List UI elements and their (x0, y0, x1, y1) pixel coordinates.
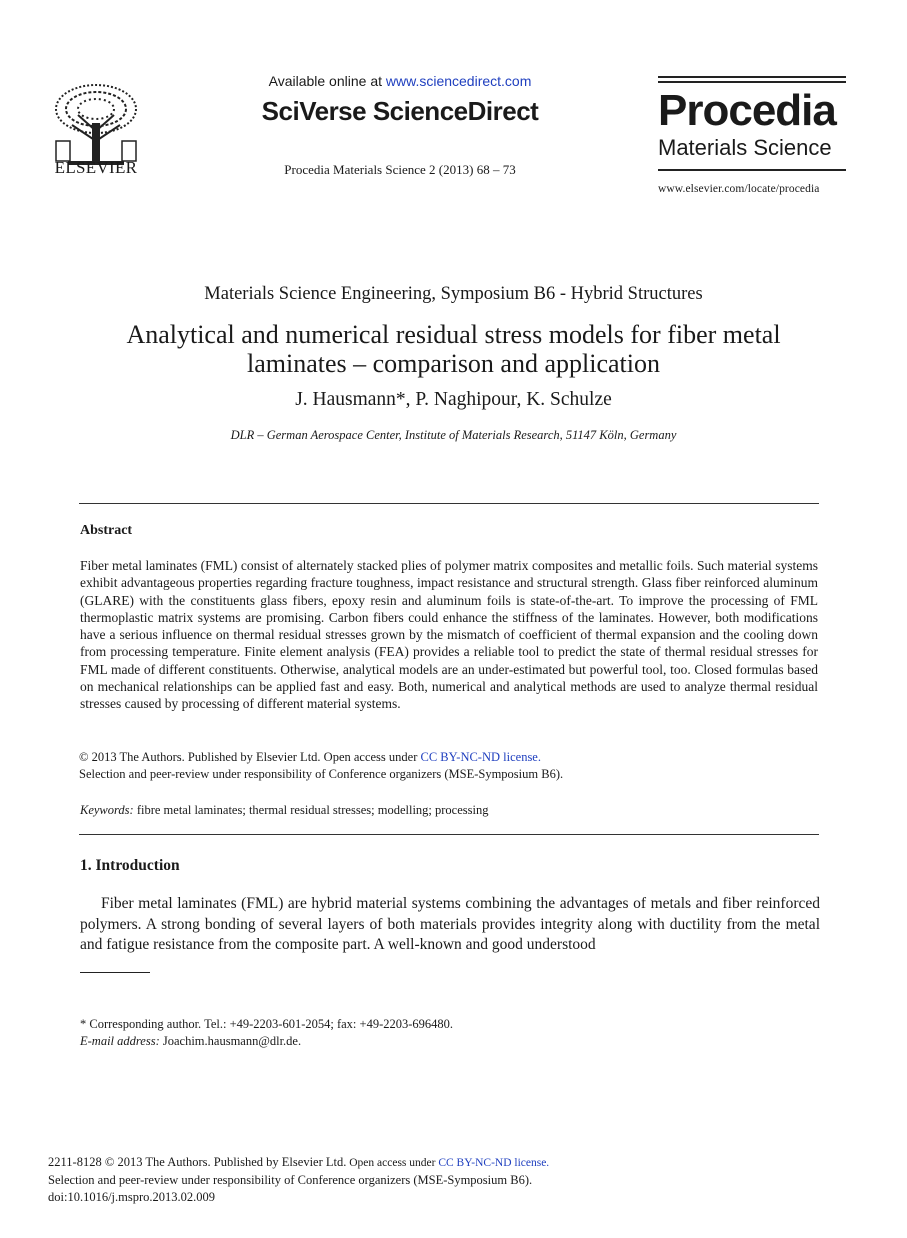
affiliation: DLR – German Aerospace Center, Institute of Materials Research, 51147 Köln, Germany (230, 428, 677, 442)
section-heading-introduction: 1. Introduction (80, 857, 180, 874)
footnote (80, 1016, 820, 1050)
symposium-line: Materials Science Engineering, Symposium B6 - Hybrid Structures (204, 284, 703, 304)
procedia-brand-sub: Materials Science (658, 135, 832, 160)
title-line-1: Analytical and numerical residual stress models for fiber metal (126, 320, 781, 349)
divider (79, 503, 819, 504)
introduction-body: Fiber metal laminates (FML) are hybrid material systems combining the advantages of metals and fiber reinforced polymers. A strong bonding of several layers of both materials provides integrity along with ductility from the metal and fatigue resistance from the composite part. A well-known and good understood (80, 895, 820, 953)
elsevier-logo-text: ELSEVIER (54, 158, 138, 177)
authors: J. Hausmann*, P. Naghipour, K. Schulze (295, 389, 612, 410)
corresponding-author: * Corresponding author. Tel.: +49-2203-601-2054; fax: +49-2203-696480. (80, 1017, 454, 1031)
procedia-brand: Procedia (658, 86, 836, 135)
title-line-2: laminates – comparison and application (247, 349, 660, 378)
keywords (80, 803, 820, 818)
license-link[interactable]: CC BY-NC-ND license. (420, 750, 541, 764)
bottom-peer-review: Selection and peer-review under responsibility of Conference organizers (MSE-Symposium B6). (48, 1173, 533, 1187)
doi[interactable]: doi:10.1016/j.mspro.2013.02.009 (48, 1190, 216, 1204)
abstract-body: Fiber metal laminates (FML) consist of alternately stacked plies of polymer matrix composites and metallic foils. Such material systems exhibit advantageous properties regarding fracture toughness, impact resistance and structural strength. Glass fiber reinforced aluminum (GLARE) with the constituents glass fibers, epoxy resin and aluminum foils is state-of-the-art. To improve the processing of FML thermoplastic matrix systems are promising. Carbon fibers could enhance the stiffness of the laminates. However, both modifications have a serious influence on thermal residual stresses grown by the mismatch of coefficient of thermal expansion and the cooling down from processing temperature. Finite element analysis (FEA) provides a reliable tool to predict the state of thermal residual stresses for FML made of different constituents. Otherwise, analytical models are an under-estimated but powerful tool, too. Closed formulas based on mechanical relationships can be applied fast and easy. Both, numerical and analytical methods are used to analyze thermal residual stresses caused by processing of different material systems. (80, 558, 818, 712)
issn-copyright: 2211-8128 © 2013 The Authors. Published by Elsevier Ltd. (48, 1155, 347, 1169)
keywords-label: Keywords: (80, 803, 134, 817)
sciverse-logo: SciVerse ScienceDirect (261, 96, 539, 126)
sciencedirect-link[interactable]: www.sciencedirect.com (385, 73, 532, 89)
journal-url[interactable]: www.elsevier.com/locate/procedia (658, 183, 820, 195)
peer-review-line: Selection and peer-review under responsibility of Conference organizers (MSE-Symposium B6). (79, 767, 564, 781)
open-access-text: Open access under (346, 1157, 439, 1169)
bottom-license-link[interactable]: CC BY-NC-ND license. (438, 1157, 550, 1169)
journal-reference: Procedia Materials Science 2 (2013) 68 – 73 (284, 162, 516, 177)
keywords-list: fibre metal laminates; thermal residual stresses; modelling; processing (133, 803, 489, 817)
available-prefix: Available online at (268, 73, 386, 89)
abstract-heading: Abstract (80, 523, 133, 538)
copyright-block (79, 749, 819, 783)
bottom-publication-info (48, 1154, 848, 1206)
email-label: E-mail address: (80, 1034, 160, 1048)
article-title (60, 320, 847, 378)
copyright-text: © 2013 The Authors. Published by Elsevier Ltd. Open access under (79, 750, 421, 764)
available-online-line (230, 73, 570, 89)
email-address[interactable]: Joachim.hausmann@dlr.de. (159, 1034, 302, 1048)
divider (79, 834, 819, 835)
footnote-rule (80, 972, 150, 973)
procedia-logo (658, 76, 846, 195)
